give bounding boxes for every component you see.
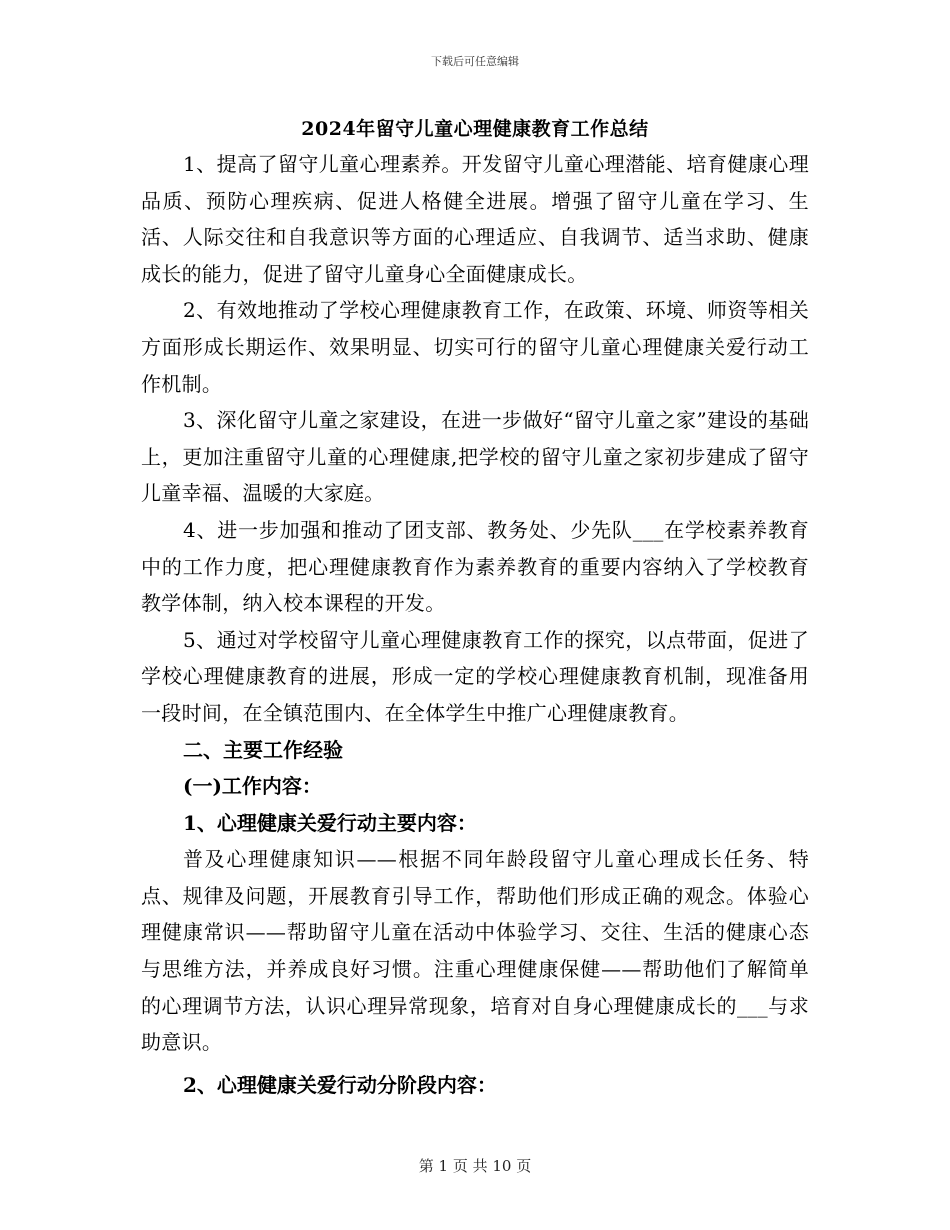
item-heading-2: 2、心理健康关爱行动分阶段内容：	[183, 1072, 497, 1097]
paragraph-5: 5、通过对学校留守儿童心理健康教育工作的探究，以点带面，促进了学校心理健康教育的进展，形成一定的学校心理健康教育机制，现准备用一段时间，在全镇范围内、在全体学生中推广心理健康教育。	[141, 627, 809, 725]
subsection-heading-content: (一)工作内容：	[183, 774, 322, 799]
item-heading-1: 1、心理健康关爱行动主要内容：	[183, 810, 477, 835]
document-body	[141, 146, 809, 1103]
paragraph-2: 2、有效地推动了学校心理健康教育工作，在政策、环境、师资等相关方面形成长期运作、效果明显、切实可行的留守儿童心理健康关爱行动工作机制。	[141, 298, 809, 396]
paragraph-4: 4、进一步加强和推动了团支部、教务处、少先队___在学校素养教育中的工作力度，把心理健康教育作为素养教育的重要内容纳入了学校教育教学体制，纳入校本课程的开发。	[141, 517, 809, 616]
page-footer: 第 1 页 共 10 页	[418, 1157, 532, 1175]
section-heading-experience: 二、主要工作经验	[183, 737, 343, 762]
paragraph-3: 3、深化留守儿童之家建设，在进一步做好“留守儿童之家”建设的基础上，更加注重留守儿童的心理健康,把学校的留守儿童之家初步建成了留守儿童幸福、温暖的大家庭。	[141, 408, 809, 506]
header-note: 下载后可任意编辑	[431, 55, 519, 68]
document-title: 2024年留守儿童心理健康教育工作总结	[301, 118, 649, 140]
paragraph-1: 1、提高了留守儿童心理素养。开发留守儿童心理潜能、培育健康心理品质、预防心理疾病、促进人格健全进展。增强了留守儿童在学习、生活、人际交往和自我意识等方面的心理适应、自我调节、适当求助、健康成长的能力，促进了留守儿童身心全面健康成长。	[141, 152, 809, 286]
item-body-1: 普及心理健康知识——根据不同年龄段留守儿童心理成长任务、特点、规律及问题，开展教育引导工作，帮助他们形成正确的观念。体验心理健康常识——帮助留守儿童在活动中体验学习、交往、生活的健康心态与思维方法，并养成良好习惯。注重心理健康保健——帮助他们了解简单的心理调节方法，认识心理异常现象，培育对自身心理健康成长的___与求助意识。	[141, 847, 809, 1055]
